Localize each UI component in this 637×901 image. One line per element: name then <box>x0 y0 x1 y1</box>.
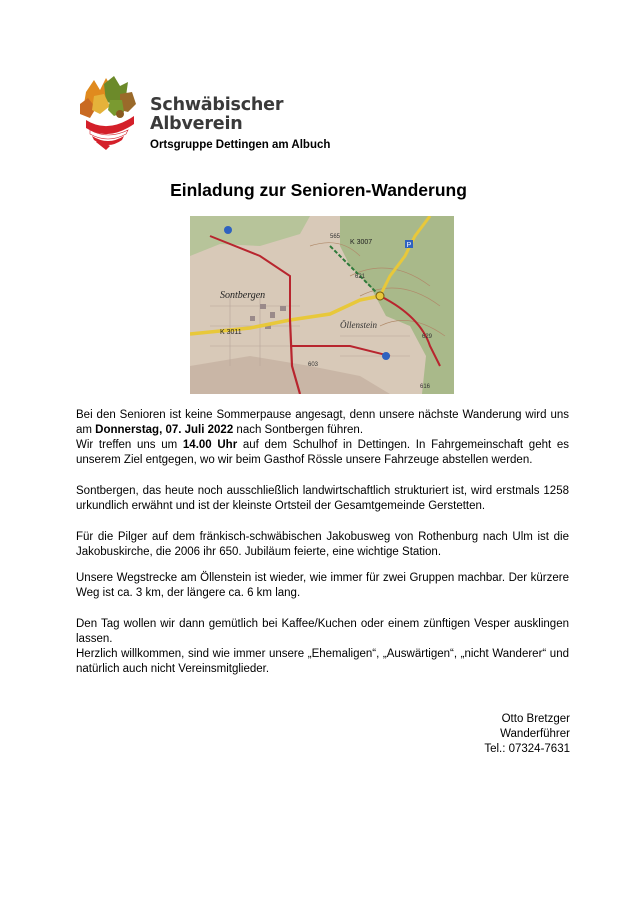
organization-name <box>150 96 283 134</box>
svg-text:616: 616 <box>420 384 431 390</box>
svg-text:565: 565 <box>330 234 341 240</box>
map-label-road: K 3007 <box>350 239 373 246</box>
map-label-town: Sontbergen <box>220 290 266 301</box>
signature-name: Otto Bretzger <box>501 713 570 725</box>
date-highlight: Donnerstag, 07. Juli 2022 <box>95 424 234 436</box>
ribbon-icon <box>86 116 134 150</box>
time-highlight: 14.00 Uhr <box>182 439 238 451</box>
signature-block <box>380 712 570 757</box>
hiking-map-image <box>190 216 454 394</box>
paragraph-route: Unsere Wegstrecke am Öllenstein ist wieder, wie immer für zwei Gruppen machbar. Der kürzere Weg ist ca. 3 km, der längere ca. 6 km lang. <box>76 572 569 599</box>
paragraph-history: Sontbergen, das heute noch ausschließlich landwirtschaftlich strukturiert ist, wird erstmals 1258 urkundlich erwähnt und ist der kleinste Ortsteil der Gesamtgemeinde Gerstetten. <box>76 485 569 512</box>
paragraph-pilgrim: Für die Pilger auf dem fränkisch-schwäbischen Jakobusweg von Rothenburg nach Ulm ist die Jakobuskirche, die 2006 ihr 650. Jubiläum feierte, eine wichtige Station. <box>76 531 569 558</box>
albverein-logo <box>76 74 140 152</box>
map-label-road: K 3011 <box>220 329 242 336</box>
invitation-body <box>76 408 569 677</box>
svg-text:621: 621 <box>355 274 366 280</box>
signature-role: Wanderführer <box>500 728 570 740</box>
leaf-cluster-icon <box>80 76 136 118</box>
shell-marker-icon <box>382 352 390 360</box>
svg-text:629: 629 <box>422 334 433 340</box>
organization-subtitle: Ortsgruppe Dettingen am Albuch <box>150 139 331 151</box>
org-name-line1: Schwäbischer <box>150 95 284 115</box>
svg-text:603: 603 <box>308 362 319 368</box>
page-title: Einladung zur Senioren-Wanderung <box>170 180 467 200</box>
shell-marker-icon <box>224 226 232 234</box>
org-name-line2: Albverein <box>150 114 243 134</box>
paragraph-intro: Bei den Senioren ist keine Sommerpause angesagt, denn unsere nächste Wanderung wird uns am Donnerstag, 07. Juli 2022 nach Sontbergen führen. <box>76 409 569 436</box>
paragraph-closing: Den Tag wollen wir dann gemütlich bei Kaffee/Kuchen oder einem zünftigen Vesper ausklingen lassen. <box>76 618 569 645</box>
paragraph-welcome: Herzlich willkommen, sind wie immer unsere „Ehemaligen“, „Auswärtigen“, „nicht Wanderer“ und natürlich auch nicht Vereinsmitglieder. <box>76 648 569 675</box>
signature-phone: Tel.: 07324-7631 <box>484 743 570 755</box>
map-label-area: Öllenstein <box>340 320 377 330</box>
paragraph-meeting: Wir treffen uns um 14.00 Uhr auf dem Schulhof in Dettingen. In Fahrgemeinschaft geht es unserem Ziel entgegen, wo wir beim Gasthof Rössle unsere Fahrzeuge abstellen werden. <box>76 439 570 466</box>
svg-text:P: P <box>406 242 412 249</box>
